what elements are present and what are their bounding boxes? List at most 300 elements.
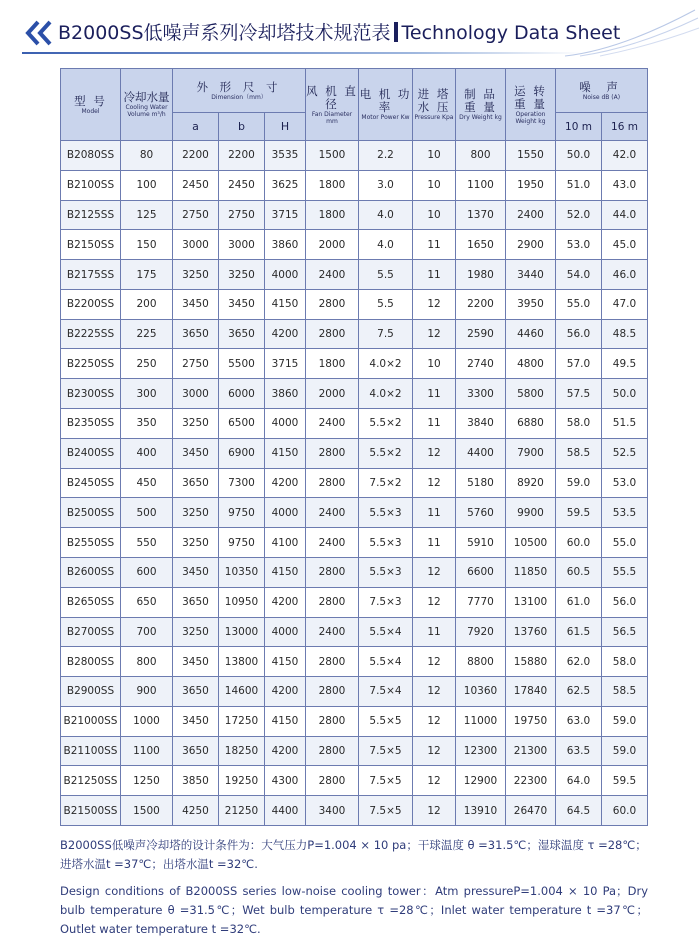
table-cell: 2590 <box>456 319 506 349</box>
table-cell: 8920 <box>506 468 556 498</box>
table-cell: 1800 <box>306 170 359 200</box>
table-row <box>61 617 648 647</box>
table-cell: 2800 <box>306 289 359 319</box>
table-cell: 5.5×3 <box>359 557 413 587</box>
table-cell: 12 <box>413 319 456 349</box>
table-cell: 57.0 <box>556 349 602 379</box>
table-cell: 15880 <box>506 647 556 677</box>
table-cell: 56.0 <box>602 587 648 617</box>
table-cell: 63.5 <box>556 736 602 766</box>
table-cell: 6900 <box>219 438 265 468</box>
model-cell: B21500SS <box>61 796 121 826</box>
table-cell: 4150 <box>265 557 306 587</box>
design-conditions-en: Design conditions of B2000SS series low-noise cooling tower：Atm pressureP=1.004 × 10 Pa；Dry bulb temperature θ =31.5℃；Wet bulb temperature τ =28℃；Inlet water temperature t =37℃；Outlet water temperature t =32℃. <box>60 884 648 936</box>
table-cell: 4150 <box>265 289 306 319</box>
table-cell: 2.2 <box>359 141 413 171</box>
table-cell: 4.0 <box>359 200 413 230</box>
table-cell: 5.5 <box>359 260 413 290</box>
table-cell: 5800 <box>506 379 556 409</box>
table-row <box>61 736 648 766</box>
table-cell: 9750 <box>219 498 265 528</box>
table-cell: 10500 <box>506 528 556 558</box>
table-cell: 53.5 <box>602 498 648 528</box>
table-cell: 17840 <box>506 677 556 707</box>
table-cell: 55.0 <box>602 528 648 558</box>
table-cell: 48.5 <box>602 319 648 349</box>
table-row <box>61 409 648 439</box>
double-chevron-left-icon <box>22 20 56 46</box>
table-cell: 10950 <box>219 587 265 617</box>
table-cell: 64.5 <box>556 796 602 826</box>
table-cell: 3250 <box>219 260 265 290</box>
table-cell: 2450 <box>219 170 265 200</box>
table-cell: 2400 <box>306 617 359 647</box>
model-cell: B21100SS <box>61 736 121 766</box>
table-cell: 4000 <box>265 498 306 528</box>
table-cell: 6880 <box>506 409 556 439</box>
table-cell: 2400 <box>306 498 359 528</box>
table-cell: 62.0 <box>556 647 602 677</box>
table-cell: 5180 <box>456 468 506 498</box>
table-cell: 11850 <box>506 557 556 587</box>
table-cell: 3650 <box>173 468 219 498</box>
table-cell: 3000 <box>173 379 219 409</box>
table-cell: 51.0 <box>556 170 602 200</box>
table-cell: 3650 <box>173 319 219 349</box>
table-cell: 12900 <box>456 766 506 796</box>
table-cell: 46.0 <box>602 260 648 290</box>
table-cell: 2800 <box>306 706 359 736</box>
table-cell: 12 <box>413 766 456 796</box>
table-cell: 51.5 <box>602 409 648 439</box>
header-flow: 冷却水量 Cooling Water Volume m³/h <box>121 69 173 141</box>
table-cell: 4200 <box>265 319 306 349</box>
design-conditions-cn: B2000SS低噪声冷却塔的设计条件为：大气压力P=1.004 × 10 pa；干球温度 θ =31.5℃；湿球温度 τ =28℃；进塔水温t =37℃；出塔水温t =32℃. <box>60 838 647 871</box>
design-conditions <box>60 836 648 939</box>
model-cell: B2150SS <box>61 230 121 260</box>
table-cell: 3650 <box>173 587 219 617</box>
table-cell: 7.5×5 <box>359 766 413 796</box>
table-cell: 18250 <box>219 736 265 766</box>
table-cell: 6000 <box>219 379 265 409</box>
header-fan: 风 机 直 径 Fan Diameter mm <box>306 69 359 141</box>
table-cell: 3.0 <box>359 170 413 200</box>
model-cell: B2225SS <box>61 319 121 349</box>
table-cell: 3860 <box>265 379 306 409</box>
table-cell: 500 <box>121 498 173 528</box>
table-cell: 3450 <box>173 706 219 736</box>
table-cell: 54.0 <box>556 260 602 290</box>
table-cell: 26470 <box>506 796 556 826</box>
model-cell: B2650SS <box>61 587 121 617</box>
table-cell: 59.5 <box>602 766 648 796</box>
table-row <box>61 557 648 587</box>
table-cell: 60.5 <box>556 557 602 587</box>
table-cell: 2800 <box>306 647 359 677</box>
table-cell: 4400 <box>265 796 306 826</box>
table-cell: 3440 <box>506 260 556 290</box>
model-cell: B21250SS <box>61 766 121 796</box>
table-cell: 1800 <box>306 349 359 379</box>
table-cell: 53.0 <box>602 468 648 498</box>
table-cell: 4150 <box>265 438 306 468</box>
table-cell: 64.0 <box>556 766 602 796</box>
table-cell: 2800 <box>306 468 359 498</box>
table-cell: 350 <box>121 409 173 439</box>
table-row <box>61 260 648 290</box>
table-cell: 7.5×5 <box>359 736 413 766</box>
table-cell: 12 <box>413 736 456 766</box>
table-cell: 1100 <box>456 170 506 200</box>
table-cell: 7300 <box>219 468 265 498</box>
header-underline <box>22 52 582 54</box>
table-cell: 11 <box>413 409 456 439</box>
table-cell: 7.5×5 <box>359 796 413 826</box>
table-row <box>61 170 648 200</box>
table-cell: 1370 <box>456 200 506 230</box>
table-cell: 4200 <box>265 468 306 498</box>
header-model: 型 号 Model <box>61 69 121 141</box>
table-cell: 3300 <box>456 379 506 409</box>
table-cell: 400 <box>121 438 173 468</box>
table-cell: 12 <box>413 647 456 677</box>
table-cell: 55.5 <box>602 557 648 587</box>
table-cell: 5.5×5 <box>359 706 413 736</box>
table-cell: 1650 <box>456 230 506 260</box>
model-cell: B2125SS <box>61 200 121 230</box>
table-cell: 11 <box>413 379 456 409</box>
table-cell: 11 <box>413 498 456 528</box>
table-cell: 62.5 <box>556 677 602 707</box>
header-dimension: 外 形 尺 寸 Dimension（mm） <box>173 69 306 113</box>
table-cell: 13000 <box>219 617 265 647</box>
table-cell: 11000 <box>456 706 506 736</box>
table-cell: 4000 <box>265 617 306 647</box>
table-cell: 1550 <box>506 141 556 171</box>
table-cell: 4000 <box>265 260 306 290</box>
model-cell: B2700SS <box>61 617 121 647</box>
table-cell: 550 <box>121 528 173 558</box>
header-noise-16m: 16 m <box>602 113 648 141</box>
table-cell: 800 <box>121 647 173 677</box>
table-cell: 3250 <box>173 528 219 558</box>
table-cell: 3450 <box>173 289 219 319</box>
table-cell: 125 <box>121 200 173 230</box>
table-cell: 13100 <box>506 587 556 617</box>
table-cell: 2900 <box>506 230 556 260</box>
header-noise-10m: 10 m <box>556 113 602 141</box>
model-cell: B2100SS <box>61 170 121 200</box>
table-cell: 3950 <box>506 289 556 319</box>
table-cell: 3840 <box>456 409 506 439</box>
table-row <box>61 200 648 230</box>
table-cell: 7920 <box>456 617 506 647</box>
table-cell: 58.0 <box>556 409 602 439</box>
table-cell: 3715 <box>265 200 306 230</box>
table-cell: 3625 <box>265 170 306 200</box>
table-cell: 11 <box>413 260 456 290</box>
table-cell: 4200 <box>265 587 306 617</box>
table-cell: 7900 <box>506 438 556 468</box>
table-cell: 3250 <box>173 260 219 290</box>
title-chinese: B2000SS低噪声系列冷却塔技术规范表 <box>58 22 391 44</box>
table-row <box>61 647 648 677</box>
model-cell: B2500SS <box>61 498 121 528</box>
table-cell: 49.5 <box>602 349 648 379</box>
table-cell: 2750 <box>219 200 265 230</box>
table-cell: 43.0 <box>602 170 648 200</box>
table-row <box>61 677 648 707</box>
header-weight: 制 品 重 量 Dry Weight kg <box>456 69 506 141</box>
table-row <box>61 349 648 379</box>
table-row <box>61 319 648 349</box>
model-cell: B2600SS <box>61 557 121 587</box>
header-motor: 电 机 功 率 Motor Power Kw <box>359 69 413 141</box>
table-cell: 10360 <box>456 677 506 707</box>
table-cell: 10350 <box>219 557 265 587</box>
table-cell: 3850 <box>173 766 219 796</box>
table-cell: 3860 <box>265 230 306 260</box>
table-cell: 2800 <box>306 766 359 796</box>
table-row <box>61 141 648 171</box>
table-cell: 4150 <box>265 706 306 736</box>
header-dim-h: H <box>265 113 306 141</box>
model-cell: B2080SS <box>61 141 121 171</box>
table-cell: 5.5×4 <box>359 617 413 647</box>
page-header <box>0 0 700 64</box>
table-row <box>61 587 648 617</box>
table-cell: 2750 <box>173 349 219 379</box>
model-cell: B2300SS <box>61 379 121 409</box>
table-cell: 175 <box>121 260 173 290</box>
table-cell: 2400 <box>506 200 556 230</box>
table-cell: 10 <box>413 170 456 200</box>
table-cell: 4.0×2 <box>359 379 413 409</box>
table-row <box>61 438 648 468</box>
table-cell: 60.0 <box>602 796 648 826</box>
table-cell: 6600 <box>456 557 506 587</box>
model-cell: B2175SS <box>61 260 121 290</box>
spec-table <box>60 68 648 826</box>
table-cell: 4800 <box>506 349 556 379</box>
table-cell: 3450 <box>173 647 219 677</box>
model-cell: B2800SS <box>61 647 121 677</box>
table-cell: 59.0 <box>556 468 602 498</box>
table-cell: 11 <box>413 230 456 260</box>
table-cell: 5910 <box>456 528 506 558</box>
table-row <box>61 706 648 736</box>
table-cell: 58.0 <box>602 647 648 677</box>
noise-unit: dB (A) <box>601 93 621 101</box>
table-cell: 3715 <box>265 349 306 379</box>
table-cell: 150 <box>121 230 173 260</box>
model-cell: B21000SS <box>61 706 121 736</box>
table-cell: 2200 <box>456 289 506 319</box>
table-cell: 42.0 <box>602 141 648 171</box>
table-cell: 58.5 <box>556 438 602 468</box>
table-cell: 63.0 <box>556 706 602 736</box>
table-cell: 12 <box>413 468 456 498</box>
table-cell: 7770 <box>456 587 506 617</box>
header-pressure: 进 塔 水 压 Pressure Kpa <box>413 69 456 141</box>
table-cell: 2800 <box>306 557 359 587</box>
table-cell: 10 <box>413 141 456 171</box>
table-cell: 19250 <box>219 766 265 796</box>
model-cell: B2550SS <box>61 528 121 558</box>
table-cell: 2000 <box>306 230 359 260</box>
table-cell: 12 <box>413 438 456 468</box>
model-cell: B2350SS <box>61 409 121 439</box>
table-cell: 9900 <box>506 498 556 528</box>
table-cell: 2400 <box>306 409 359 439</box>
page-title <box>58 18 620 48</box>
table-cell: 1500 <box>306 141 359 171</box>
table-cell: 3450 <box>173 438 219 468</box>
table-cell: 3650 <box>219 319 265 349</box>
table-cell: 1950 <box>506 170 556 200</box>
table-cell: 5.5×2 <box>359 409 413 439</box>
table-cell: 3400 <box>306 796 359 826</box>
table-cell: 2200 <box>173 141 219 171</box>
table-cell: 53.0 <box>556 230 602 260</box>
table-cell: 1250 <box>121 766 173 796</box>
table-cell: 2400 <box>306 260 359 290</box>
table-cell: 3250 <box>173 409 219 439</box>
table-cell: 5.5×2 <box>359 438 413 468</box>
header-operation-weight: 运 转 重 量 Operation Weight kg <box>506 69 556 141</box>
table-cell: 11 <box>413 528 456 558</box>
model-cell: B2250SS <box>61 349 121 379</box>
table-cell: 7.5×3 <box>359 587 413 617</box>
table-cell: 59.5 <box>556 498 602 528</box>
table-cell: 2000 <box>306 379 359 409</box>
table-cell: 1800 <box>306 200 359 230</box>
table-cell: 200 <box>121 289 173 319</box>
table-cell: 7.5 <box>359 319 413 349</box>
table-cell: 800 <box>456 141 506 171</box>
table-cell: 5500 <box>219 349 265 379</box>
table-cell: 7.5×2 <box>359 468 413 498</box>
table-cell: 59.0 <box>602 736 648 766</box>
table-cell: 100 <box>121 170 173 200</box>
header-decoration <box>560 6 700 58</box>
table-cell: 450 <box>121 468 173 498</box>
table-cell: 57.5 <box>556 379 602 409</box>
table-cell: 17250 <box>219 706 265 736</box>
table-cell: 4200 <box>265 677 306 707</box>
table-cell: 45.0 <box>602 230 648 260</box>
table-cell: 5.5×4 <box>359 647 413 677</box>
table-cell: 3000 <box>173 230 219 260</box>
table-cell: 56.5 <box>602 617 648 647</box>
table-cell: 59.0 <box>602 706 648 736</box>
table-cell: 2800 <box>306 677 359 707</box>
table-cell: 250 <box>121 349 173 379</box>
model-cell: B2200SS <box>61 289 121 319</box>
table-cell: 21300 <box>506 736 556 766</box>
table-cell: 52.0 <box>556 200 602 230</box>
table-cell: 60.0 <box>556 528 602 558</box>
table-cell: 2800 <box>306 736 359 766</box>
table-cell: 12 <box>413 587 456 617</box>
table-cell: 4.0×2 <box>359 349 413 379</box>
table-cell: 2800 <box>306 587 359 617</box>
table-cell: 5760 <box>456 498 506 528</box>
table-cell: 21250 <box>219 796 265 826</box>
header-dim-a: a <box>173 113 219 141</box>
table-cell: 300 <box>121 379 173 409</box>
table-cell: 2740 <box>456 349 506 379</box>
table-cell: 9750 <box>219 528 265 558</box>
table-row <box>61 230 648 260</box>
table-cell: 4100 <box>265 528 306 558</box>
table-row <box>61 498 648 528</box>
table-cell: 12300 <box>456 736 506 766</box>
table-cell: 1000 <box>121 706 173 736</box>
table-cell: 225 <box>121 319 173 349</box>
table-cell: 12 <box>413 796 456 826</box>
table-cell: 3535 <box>265 141 306 171</box>
model-cell: B2450SS <box>61 468 121 498</box>
table-cell: 1980 <box>456 260 506 290</box>
table-cell: 4300 <box>265 766 306 796</box>
table-row <box>61 766 648 796</box>
table-cell: 1500 <box>121 796 173 826</box>
table-cell: 8800 <box>456 647 506 677</box>
table-cell: 55.0 <box>556 289 602 319</box>
table-cell: 5.5×3 <box>359 528 413 558</box>
table-cell: 700 <box>121 617 173 647</box>
table-cell: 12 <box>413 706 456 736</box>
table-row <box>61 796 648 826</box>
table-cell: 13800 <box>219 647 265 677</box>
table-cell: 5.5×3 <box>359 498 413 528</box>
table-cell: 50.0 <box>602 379 648 409</box>
table-cell: 7.5×4 <box>359 677 413 707</box>
table-cell: 2800 <box>306 438 359 468</box>
table-cell: 600 <box>121 557 173 587</box>
title-english: Technology Data Sheet <box>401 22 621 44</box>
table-cell: 3250 <box>173 498 219 528</box>
model-cell: B2400SS <box>61 438 121 468</box>
table-cell: 61.0 <box>556 587 602 617</box>
table-cell: 22300 <box>506 766 556 796</box>
model-cell: B2900SS <box>61 677 121 707</box>
table-cell: 50.0 <box>556 141 602 171</box>
title-divider <box>394 22 398 42</box>
table-body <box>61 141 648 826</box>
table-cell: 3650 <box>173 677 219 707</box>
table-cell: 14600 <box>219 677 265 707</box>
table-cell: 19750 <box>506 706 556 736</box>
header-dim-b: b <box>219 113 265 141</box>
table-cell: 47.0 <box>602 289 648 319</box>
table-cell: 900 <box>121 677 173 707</box>
table-cell: 3450 <box>219 289 265 319</box>
table-cell: 2200 <box>219 141 265 171</box>
table-cell: 10 <box>413 349 456 379</box>
table-cell: 58.5 <box>602 677 648 707</box>
table-cell: 4.0 <box>359 230 413 260</box>
table-cell: 13910 <box>456 796 506 826</box>
table-row <box>61 379 648 409</box>
noise-label-en: Noise <box>582 93 600 101</box>
table-cell: 3250 <box>173 617 219 647</box>
table-cell: 44.0 <box>602 200 648 230</box>
table-cell: 13760 <box>506 617 556 647</box>
table-cell: 2800 <box>306 319 359 349</box>
table-cell: 61.5 <box>556 617 602 647</box>
